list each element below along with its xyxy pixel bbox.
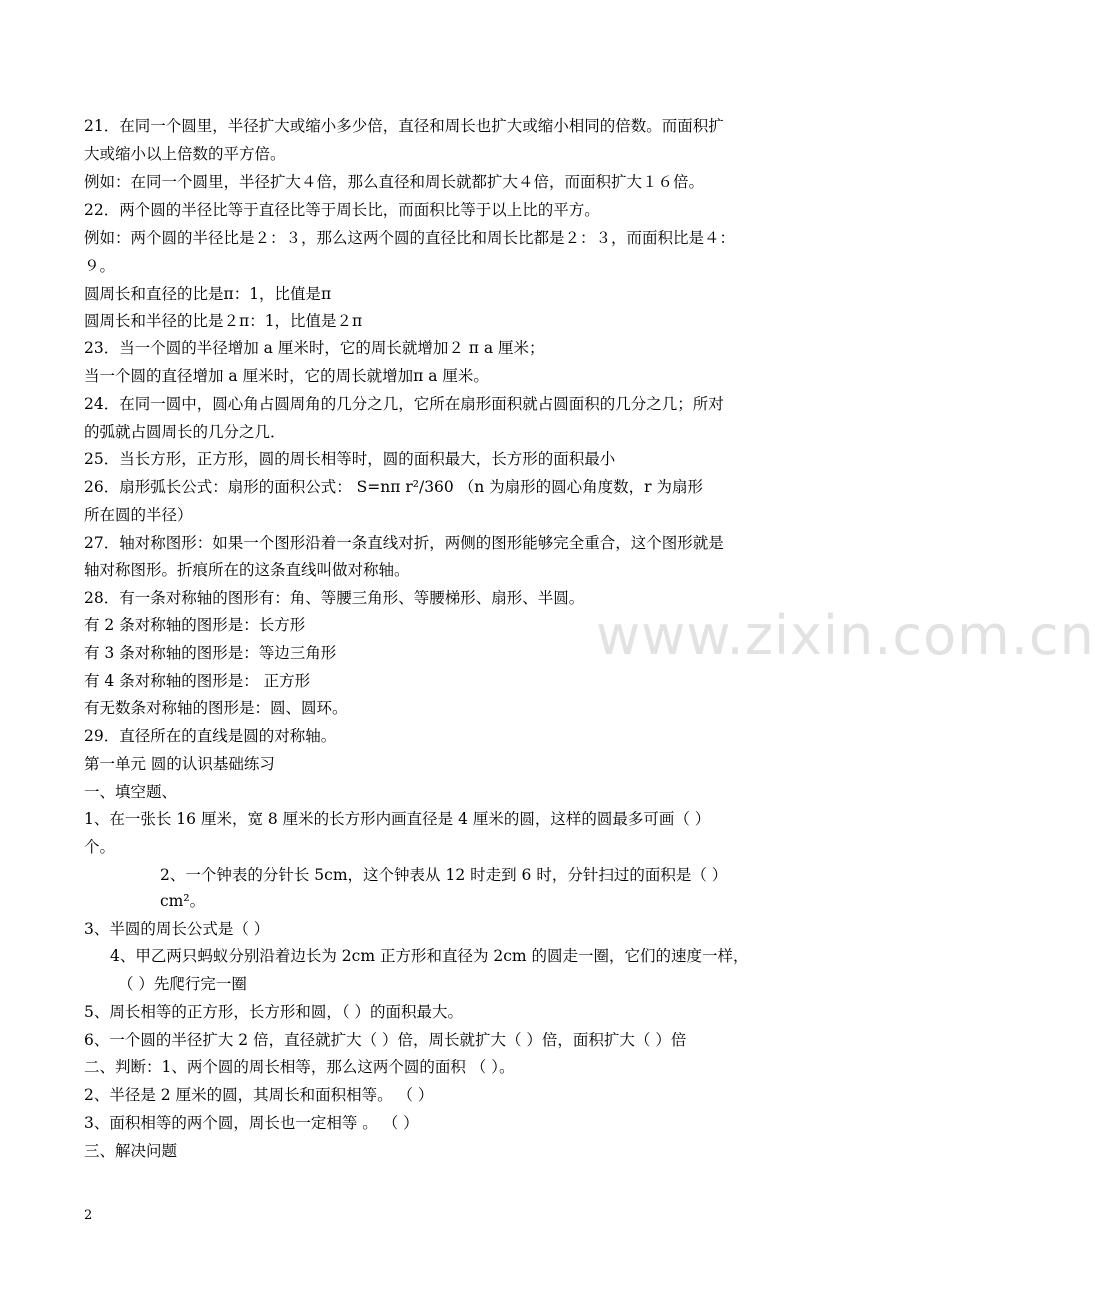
- text-line: 2、半径是 2 厘米的圆，其周长和面积相等。 （ ）: [84, 1086, 434, 1104]
- text-line: ９。: [84, 257, 116, 275]
- text-line: 27．轴对称图形：如果一个图形沿着一条直线对折，两侧的图形能够完全重合，这个图形就是: [84, 534, 724, 552]
- text-line: 3、面积相等的两个圆，周长也一定相等 。 （ ）: [84, 1114, 419, 1132]
- text-line: 1、在一张长 16 厘米，宽 8 厘米的长方形内画直径是 4 厘米的圆，这样的圆最多可画（ ）: [84, 810, 711, 828]
- text-line: 二、判断：1、两个圆的周长相等，那么这两个圆的面积 （ ）。: [84, 1058, 515, 1076]
- text-line: 22．两个圆的半径比等于直径比等于周长比，而面积比等于以上比的平方。: [84, 201, 600, 219]
- text-line: 轴对称图形。折痕所在的这条直线叫做对称轴。: [84, 561, 410, 579]
- text-line: 有 3 条对称轴的图形是：等边三角形: [84, 644, 337, 662]
- text-line: 29．直径所在的直线是圆的对称轴。: [84, 727, 337, 745]
- text-line: cm²。: [160, 892, 206, 910]
- text-line: 26．扇形弧长公式：扇形的面积公式： S=nπ r²/360 （n 为扇形的圆心角度数，r 为扇形: [84, 478, 703, 496]
- text-line: 有 4 条对称轴的图形是： 正方形: [84, 672, 311, 690]
- text-line: 当一个圆的直径增加 a 厘米时，它的周长就增加π a 厘米。: [84, 367, 489, 385]
- text-line: 28．有一条对称轴的图形有：角、等腰三角形、等腰梯形、扇形、半圆。: [84, 589, 585, 607]
- text-line: 第一单元 圆的认识基础练习: [84, 755, 275, 773]
- text-line: 例如：在同一个圆里，半径扩大４倍，那么直径和周长就都扩大４倍，而面积扩大１６倍。: [84, 173, 705, 191]
- text-line: 5、周长相等的正方形，长方形和圆，（ ）的面积最大。: [84, 1003, 464, 1021]
- text-line: 例如：两个圆的半径比是２：３，那么这两个圆的直径比和周长比都是２：３，而面积比是４：: [84, 229, 736, 247]
- text-line: 有 2 条对称轴的图形是：长方形: [84, 616, 306, 634]
- text-line: 24．在同一圆中，圆心角占圆周角的几分之几，它所在扇形面积就占圆面积的几分之几；所对: [84, 395, 724, 413]
- text-line: 4、甲乙两只蚂蚁分别沿着边长为 2cm 正方形和直径为 2cm 的圆走一圈，它们的速度一样，: [110, 947, 749, 965]
- text-line: 3、半圆的周长公式是（ ）: [84, 920, 270, 938]
- text-line: 21．在同一个圆里，半径扩大或缩小多少倍，直径和周长也扩大或缩小相同的倍数。而面积扩: [84, 117, 724, 135]
- text-line: 有无数条对称轴的图形是：圆、圆环。: [84, 699, 348, 717]
- text-line: 一、填空题、: [84, 783, 178, 801]
- text-line: （ ）先爬行完一圈: [118, 975, 247, 993]
- text-line: 23．当一个圆的半径增加 a 厘米时，它的周长就增加２ π a 厘米；: [84, 339, 545, 357]
- text-line: 三、解决问题: [84, 1142, 178, 1160]
- text-line: 大或缩小以上倍数的平方倍。: [84, 145, 286, 163]
- text-line: 6、一个圆的半径扩大 2 倍，直径就扩大（ ）倍，周长就扩大（ ）倍，面积扩大（ ）倍: [84, 1031, 687, 1049]
- text-line: 2、一个钟表的分针长 5cm，这个钟表从 12 时走到 6 时，分针扫过的面积是（ ）: [160, 866, 728, 884]
- text-line: 所在圆的半径）: [84, 506, 193, 524]
- text-line: 个。: [84, 838, 116, 856]
- text-line: 圆周长和直径的比是π：1，比值是π: [84, 285, 332, 303]
- watermark: www.zixin.com.cn: [596, 604, 1095, 667]
- page-number: 2: [84, 1208, 93, 1223]
- text-line: 的弧就占圆周长的几分之几．: [84, 423, 286, 441]
- text-line: 圆周长和半径的比是２π：1，比值是２π: [84, 312, 363, 330]
- text-line: 25．当长方形，正方形，圆的周长相等时，圆的面积最大，长方形的面积最小: [84, 450, 616, 468]
